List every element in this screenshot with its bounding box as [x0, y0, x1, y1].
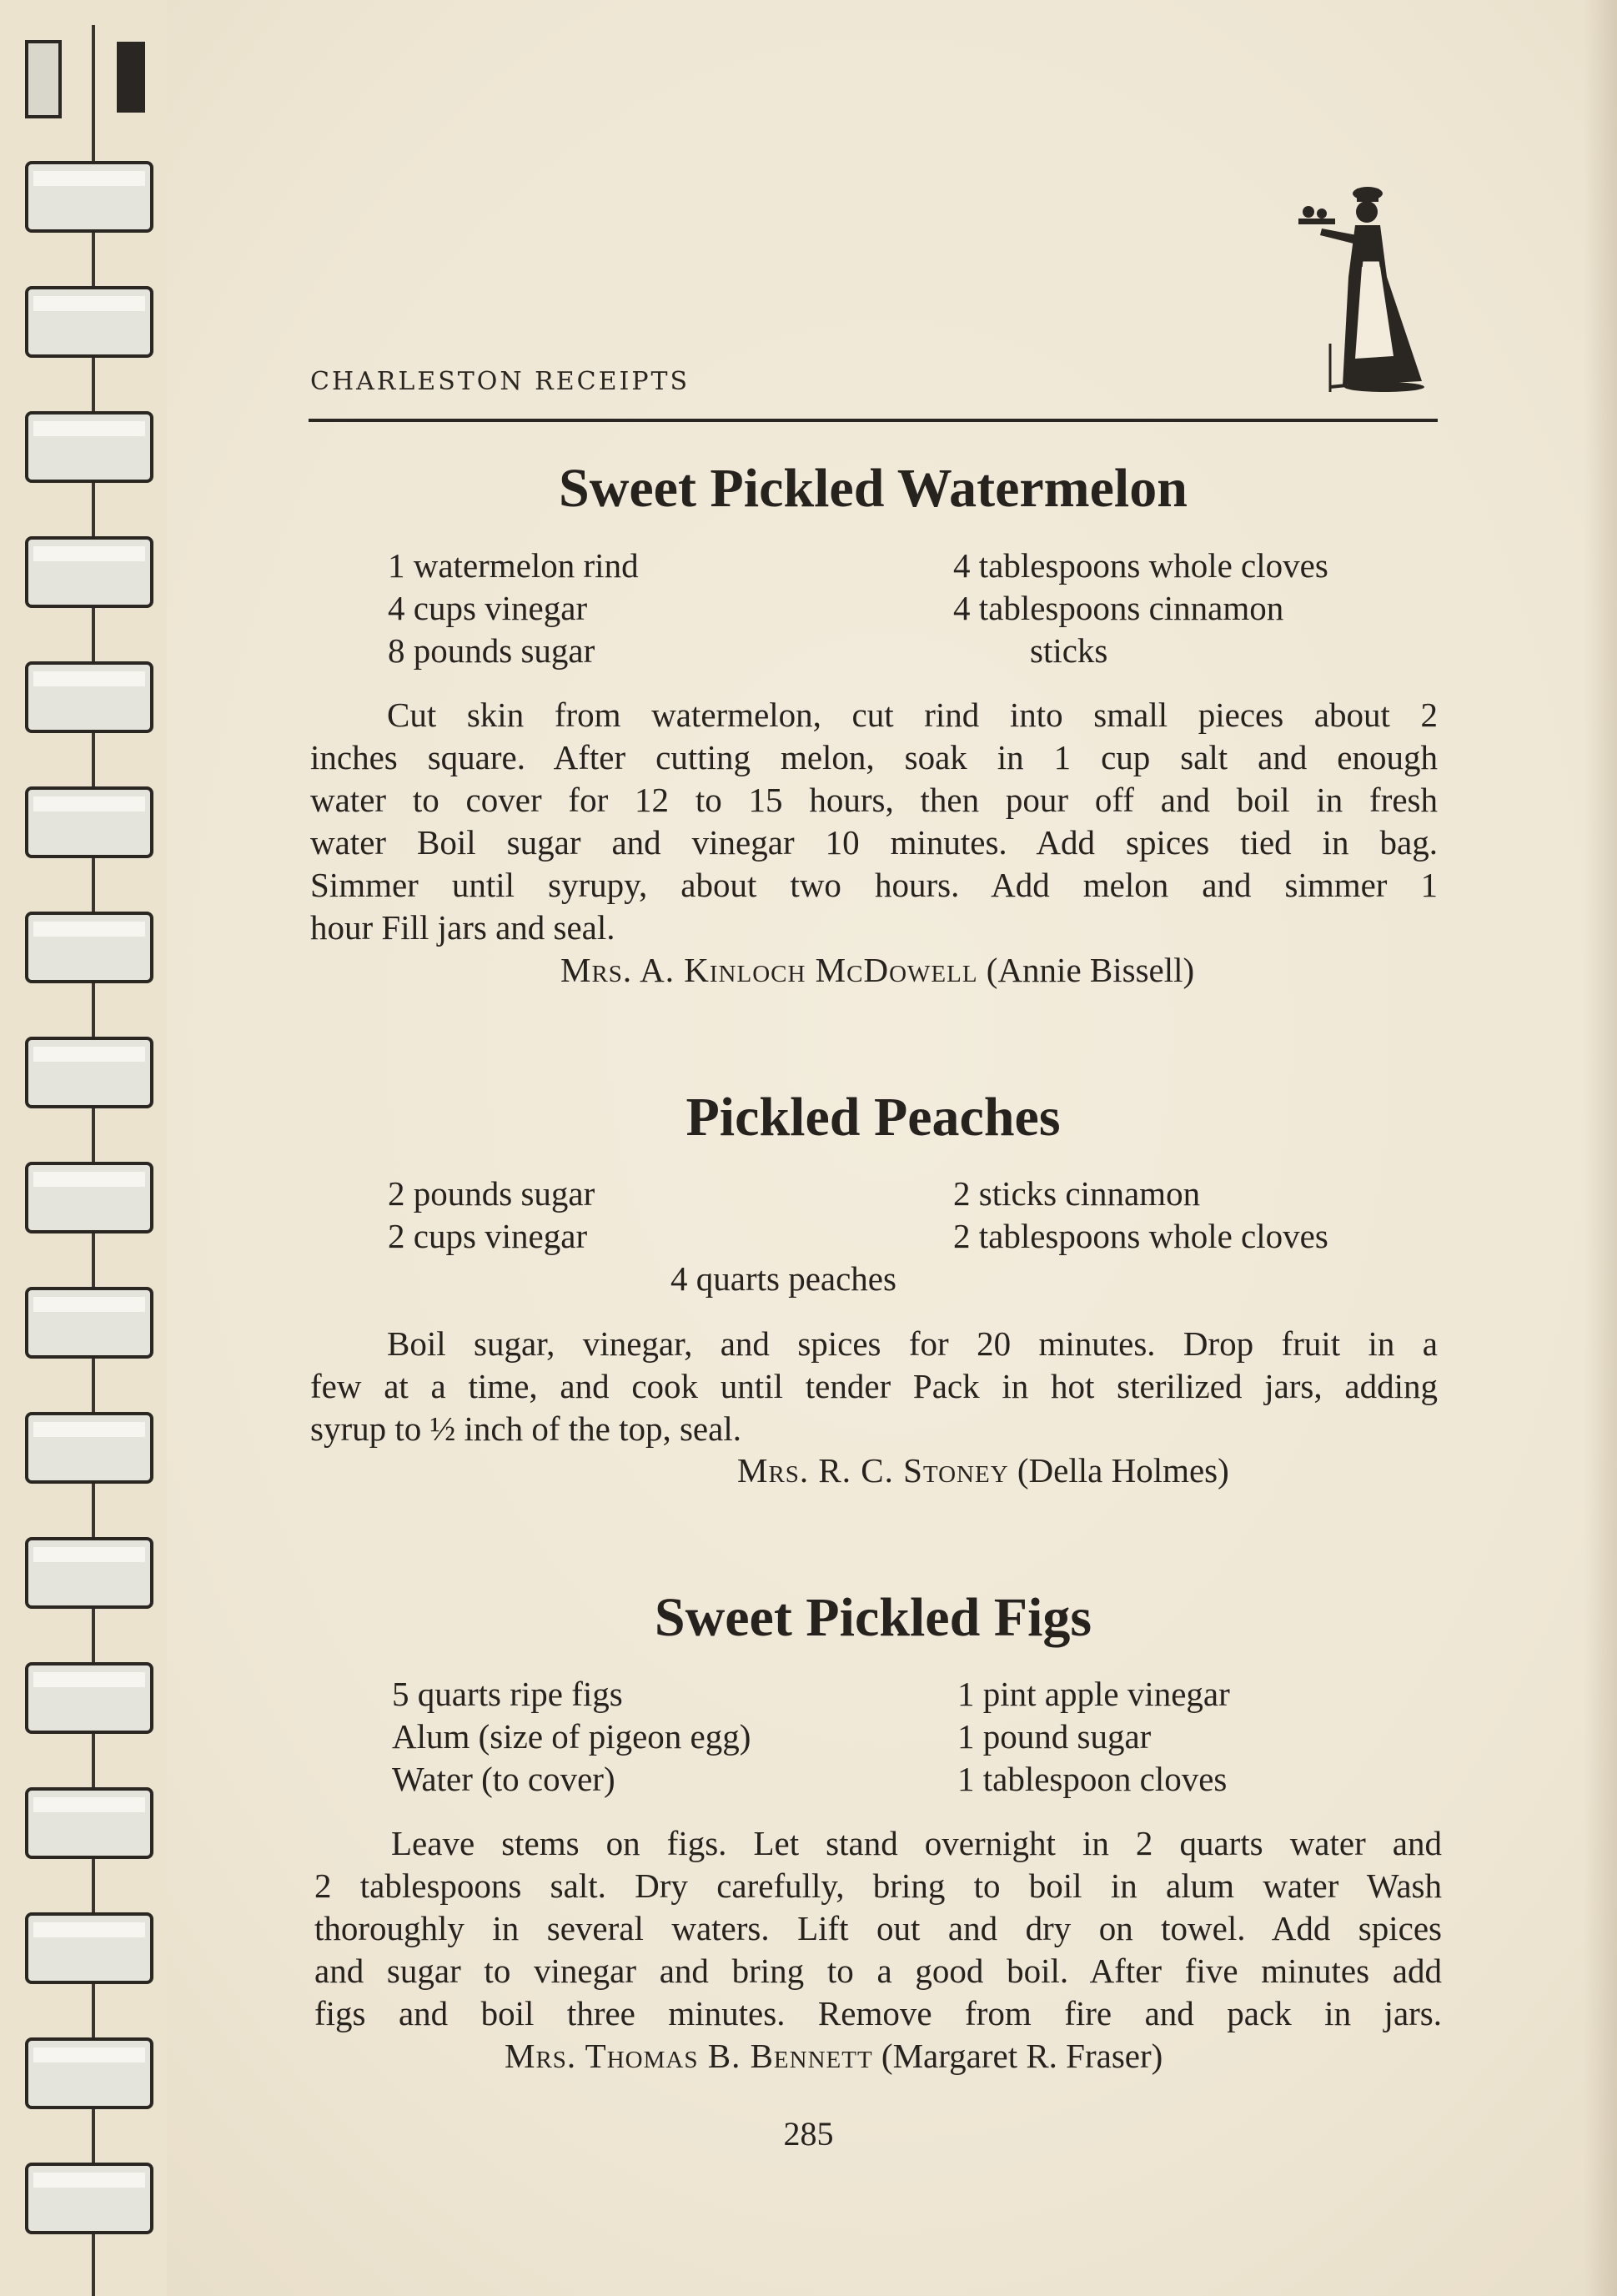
contributor-maiden-name: (Della Holmes) [1017, 1451, 1229, 1490]
directions-line: figs and boil three minutes. Remove from fire and pack in jars. [314, 1994, 1442, 2032]
ingredients-left-peaches [388, 1173, 595, 1258]
ingredient-item: Water (to cover) [392, 1760, 615, 1798]
contributor-name: Mrs. R. C. Stoney [737, 1451, 1009, 1490]
ingredient-item: 4 tablespoons cinnamon [953, 589, 1284, 627]
directions-line: syrup to ½ inch of the top, seal. [310, 1409, 741, 1448]
directions-peaches [310, 1323, 1438, 1450]
ingredient-item: 1 pint apple vinegar [957, 1675, 1230, 1713]
ingredient-center-peaches: 4 quarts peaches [670, 1259, 896, 1298]
directions-line: hour Fill jars and seal. [310, 908, 615, 947]
binding-ring-highlight [33, 546, 145, 561]
recipe-title-figs: Sweet Pickled Figs [654, 1587, 1092, 1648]
directions-line: Cut skin from watermelon, cut rind into small pieces about 2 [387, 696, 1438, 734]
ingredient-item: 1 tablespoon cloves [957, 1760, 1228, 1798]
ingredient-item: 4 tablespoons whole cloves [953, 546, 1328, 585]
contributor-name: Mrs. Thomas B. Bennett [505, 2037, 873, 2075]
contributor-peaches [737, 1449, 1229, 1492]
ingredient-item: 4 cups vinegar [388, 589, 588, 627]
binding-ring-highlight [33, 671, 145, 686]
binding-ring-top-right [117, 42, 145, 113]
directions-watermelon [310, 694, 1438, 949]
binding-ring-highlight [33, 421, 145, 436]
ingredients-left-watermelon [388, 545, 639, 672]
ingredient-item: 2 cups vinegar [388, 1217, 588, 1255]
ingredients-right-peaches [953, 1173, 1328, 1258]
binding-ring-highlight [33, 922, 145, 937]
ingredient-item: 2 pounds sugar [388, 1174, 595, 1213]
binding-ring-highlight [33, 1172, 145, 1187]
directions-line: Leave stems on figs. Let stand overnight in 2 quarts water and [391, 1824, 1442, 1862]
contributor-maiden-name: (Annie Bissell) [986, 951, 1195, 989]
ingredients-left-figs [392, 1673, 751, 1801]
ingredients-right-watermelon [953, 545, 1328, 672]
ingredient-item: 1 watermelon rind [388, 546, 639, 585]
binding-ring-highlight [33, 2047, 145, 2062]
binding-ring-highlight [33, 1922, 145, 1937]
ingredient-item: 2 tablespoons whole cloves [953, 1217, 1328, 1255]
paper-edge-shadow [1584, 0, 1617, 2296]
running-head: CHARLESTON RECEIPTS [310, 367, 690, 396]
recipe-title-watermelon: Sweet Pickled Watermelon [559, 458, 1188, 519]
servant-with-tray-icon [1297, 177, 1434, 394]
directions-line: few at a time, and cook until tender Pack in hot sterilized jars, adding [310, 1367, 1438, 1405]
binding-ring-highlight [33, 296, 145, 311]
directions-line: inches square. After cutting melon, soak in 1 cup salt and enough [310, 738, 1438, 776]
directions-line: Boil sugar, vinegar, and spices for 20 minutes. Drop fruit in a [387, 1324, 1438, 1363]
ingredient-item: 2 sticks cinnamon [953, 1174, 1201, 1213]
ingredient-item: 1 pound sugar [957, 1717, 1152, 1756]
binding-ring-highlight [33, 1547, 145, 1562]
ingredient-item: 8 pounds sugar [388, 631, 595, 670]
binding-ring-highlight [33, 796, 145, 811]
contributor-figs [505, 2035, 1163, 2077]
contributor-name: Mrs. A. Kinloch McDowell [560, 951, 978, 989]
binding-ring-highlight [33, 1297, 145, 1312]
ingredients-right-figs [957, 1673, 1230, 1801]
directions-line: water to cover for 12 to 15 hours, then pour off and boil in fresh [310, 781, 1438, 819]
binding-ring-highlight [33, 1797, 145, 1812]
recipe-title-peaches: Pickled Peaches [685, 1087, 1061, 1148]
binding-ring-highlight [33, 1672, 145, 1687]
contributor-watermelon [560, 949, 1194, 992]
binding-ring-highlight [33, 1047, 145, 1062]
directions-line: thoroughly in several waters. Lift out and dry on towel. Add spices [314, 1909, 1442, 1947]
contributor-maiden-name: (Margaret R. Fraser) [881, 2037, 1163, 2075]
directions-figs [314, 1822, 1442, 2035]
directions-line: and sugar to vinegar and bring to a good boil. After five minutes add [314, 1952, 1442, 1990]
comb-binding [0, 0, 167, 2296]
binding-ring-highlight [33, 2173, 145, 2188]
ingredient-item: sticks [1030, 631, 1108, 670]
directions-line: 2 tablespoons salt. Dry carefully, bring to boil in alum water Wash [314, 1866, 1442, 1905]
binding-ring-highlight [33, 1422, 145, 1437]
header-rule [309, 419, 1438, 422]
binding-ring-highlight [33, 171, 145, 186]
directions-line: Simmer until syrupy, about two hours. Add melon and simmer 1 [310, 866, 1438, 904]
ingredient-item: Alum (size of pigeon egg) [392, 1717, 751, 1756]
directions-line: water Boil sugar and vinegar 10 minutes. Add spices tied in bag. [310, 823, 1438, 862]
page-number: 285 [783, 2115, 834, 2153]
binding-ring-top-left [27, 42, 60, 117]
ingredient-item: 5 quarts ripe figs [392, 1675, 623, 1713]
